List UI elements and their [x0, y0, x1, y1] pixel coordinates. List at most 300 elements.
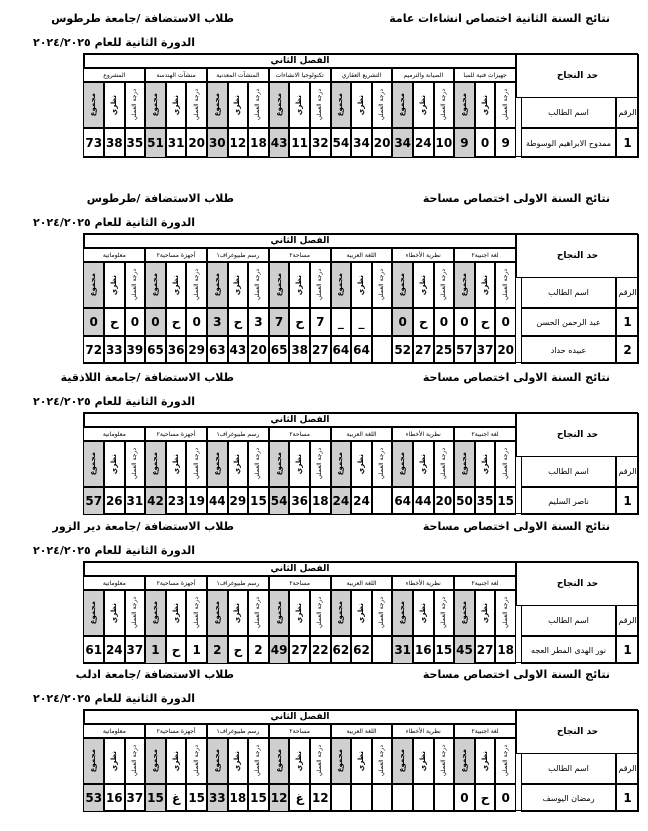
sub-column-header	[351, 441, 372, 487]
grade-cell	[372, 336, 393, 364]
subject-header: رسم طبيوغراف١	[207, 576, 269, 590]
grade-cell: 32	[310, 128, 331, 158]
sub-column-header	[145, 82, 166, 128]
term-header: الفصل الثاني	[84, 54, 516, 68]
grade-cell: 15	[495, 487, 516, 515]
grade-cell: ح	[166, 308, 187, 336]
sub-column-header	[207, 738, 228, 784]
grade-cell: 31	[392, 636, 413, 664]
sub-column-header	[475, 590, 496, 636]
sub-column-header	[351, 738, 372, 784]
sub-column-header	[495, 441, 516, 487]
sub-column-label: مجموع	[459, 93, 468, 117]
grade-cell: 34	[351, 128, 372, 158]
student-name: رمضان اليوسف	[521, 784, 616, 812]
sub-column-label: مجموع	[336, 749, 345, 773]
grade-cell: 16	[104, 784, 125, 812]
sub-column-label: درجة العملي	[439, 597, 447, 629]
sub-column-label: مجموع	[274, 749, 283, 773]
grade-cell	[434, 784, 455, 812]
grade-cell: 2	[248, 636, 269, 664]
grade-cell: ح	[228, 636, 249, 664]
sub-column-header	[454, 82, 475, 128]
grade-cell: 2	[207, 636, 228, 664]
grade-cell: 0	[495, 784, 516, 812]
student-number: 2	[616, 336, 639, 364]
sub-column-label: مجموع	[150, 452, 159, 476]
grade-cell: 63	[207, 336, 228, 364]
grade-cell: 44	[207, 487, 228, 515]
sub-column-label: نظري	[418, 94, 427, 116]
grade-cell: ح	[413, 308, 434, 336]
grade-cell: 0	[125, 308, 146, 336]
grade-cell: 3	[207, 308, 228, 336]
sub-column-header	[125, 590, 146, 636]
sub-column-label: درجة العملي	[378, 745, 386, 777]
grade-cell	[392, 784, 413, 812]
grade-cell: 72	[83, 336, 104, 364]
subject-header: رسم طبيوغراف١	[207, 427, 269, 441]
sub-column-header	[269, 82, 290, 128]
grade-cell: 0	[454, 784, 475, 812]
grade-cell: 61	[83, 636, 104, 664]
grade-cell: 20	[186, 128, 207, 158]
sub-column-header	[392, 441, 413, 487]
grade-cell: 15	[145, 784, 166, 812]
grade-cell: 49	[269, 636, 290, 664]
sub-column-label: درجة العملي	[130, 597, 138, 629]
sub-column-label: نظري	[480, 94, 489, 116]
sub-column-label: درجة العملي	[316, 745, 324, 777]
grade-cell: 0	[83, 308, 104, 336]
grade-cell: ح	[166, 636, 187, 664]
sub-column-label: درجة العملي	[439, 269, 447, 301]
sub-column-label: مجموع	[89, 601, 98, 625]
subject-header: معلوماتية	[83, 576, 145, 590]
sub-column-label: مجموع	[336, 273, 345, 297]
sub-column-header	[83, 590, 104, 636]
grade-cell: 37	[475, 336, 496, 364]
sub-column-label: نظري	[356, 94, 365, 116]
sub-column-label: مجموع	[459, 601, 468, 625]
grade-cell: 57	[454, 336, 475, 364]
host-university: طلاب الاستضافة /طرطوس	[86, 192, 234, 205]
sub-column-label: درجة العملي	[316, 448, 324, 480]
grade-cell: 53	[83, 784, 104, 812]
sub-column-header	[331, 738, 352, 784]
sub-column-header	[83, 82, 104, 128]
sub-column-label: نظري	[171, 602, 180, 624]
sub-column-header	[351, 82, 372, 128]
sub-column-header	[392, 82, 413, 128]
number-header: الرقم	[616, 753, 639, 784]
grade-cell: 44	[413, 487, 434, 515]
grade-cell: 39	[125, 336, 146, 364]
sub-column-label: مجموع	[459, 749, 468, 773]
sub-column-label: مجموع	[459, 452, 468, 476]
sub-column-label: نظري	[480, 274, 489, 296]
sub-column-header	[331, 262, 352, 308]
sub-column-header	[495, 738, 516, 784]
sub-column-header	[289, 738, 310, 784]
name-header: اسم الطالب	[521, 605, 616, 636]
grade-cell: 27	[475, 636, 496, 664]
sub-column-label: درجة العملي	[192, 745, 200, 777]
sub-column-header	[145, 441, 166, 487]
grade-cell: 27	[413, 336, 434, 364]
grade-cell: 20	[372, 128, 393, 158]
host-university: طلاب الاستضافة /جامعة اللاذقية	[60, 371, 234, 384]
sub-column-header	[186, 441, 207, 487]
sub-column-label: درجة العملي	[378, 89, 386, 121]
subject-header: المنشآت المعدنية	[207, 68, 269, 82]
grade-cell: 29	[228, 487, 249, 515]
grade-cell: 43	[228, 336, 249, 364]
sub-column-label: نظري	[418, 453, 427, 475]
grade-cell: ح	[475, 308, 496, 336]
subject-header: لغة اجنبية٢	[454, 724, 516, 738]
subject-header: أجهزة مساحية٢	[145, 724, 207, 738]
sub-column-label: مجموع	[274, 93, 283, 117]
number-header: الرقم	[616, 97, 639, 128]
grade-cell: 18	[495, 636, 516, 664]
grade-cell: 73	[83, 128, 104, 158]
number-header: الرقم	[616, 456, 639, 487]
sub-column-header	[351, 590, 372, 636]
subject-header: اللغة العربية	[331, 576, 393, 590]
sub-column-header	[310, 262, 331, 308]
sub-column-header	[83, 262, 104, 308]
results-table	[83, 53, 638, 157]
grade-cell: 18	[248, 128, 269, 158]
sub-column-header	[351, 262, 372, 308]
grade-cell: _	[331, 308, 352, 336]
grade-cell: 7	[310, 308, 331, 336]
grade-cell: 27	[289, 636, 310, 664]
grade-cell	[372, 487, 393, 515]
grade-cell: 37	[125, 784, 146, 812]
sub-column-label: مجموع	[89, 273, 98, 297]
grade-cell: 34	[392, 128, 413, 158]
sub-column-label: نظري	[480, 750, 489, 772]
sub-column-header	[392, 738, 413, 784]
grade-cell: غ	[289, 784, 310, 812]
block-title: نتائج السنة الاولى اختصاص مساحة	[422, 192, 610, 205]
sub-column-header	[413, 441, 434, 487]
grade-cell: 37	[125, 636, 146, 664]
host-university: طلاب الاستضافة /جامعة دير الزور	[52, 520, 234, 533]
sub-column-header	[475, 738, 496, 784]
sub-column-label: درجة العملي	[501, 745, 509, 777]
sub-column-header	[310, 590, 331, 636]
sub-column-label: مجموع	[274, 601, 283, 625]
sub-column-header	[248, 82, 269, 128]
sub-column-label: نظري	[418, 274, 427, 296]
pass-mark-header: حد النجاح	[516, 562, 639, 606]
grade-cell: 43	[269, 128, 290, 158]
sub-column-header	[392, 590, 413, 636]
subject-header: مساحة٢	[269, 724, 331, 738]
sub-column-header	[434, 590, 455, 636]
name-header: اسم الطالب	[521, 277, 616, 308]
sub-column-label: درجة العملي	[378, 448, 386, 480]
sub-column-label: نظري	[109, 602, 118, 624]
sub-column-header	[166, 262, 187, 308]
grade-cell	[351, 784, 372, 812]
session-label: الدورة الثانية للعام ٢٠٢٤/٢٠٢٥	[33, 395, 195, 408]
sub-column-label: مجموع	[398, 273, 407, 297]
subject-header: أجهزة مساحية٢	[145, 427, 207, 441]
grade-cell: 31	[166, 128, 187, 158]
grade-cell: 0	[186, 308, 207, 336]
sub-column-header	[104, 738, 125, 784]
sub-column-label: نظري	[109, 453, 118, 475]
sub-column-header	[166, 441, 187, 487]
grade-cell: 64	[392, 487, 413, 515]
grade-cell: 27	[310, 336, 331, 364]
subject-header: المشروع	[83, 68, 145, 82]
grade-cell: 33	[207, 784, 228, 812]
grade-cell: 64	[331, 336, 352, 364]
grade-cell: غ	[166, 784, 187, 812]
subject-header: الصيانة والترميم	[392, 68, 454, 82]
grade-cell: 0	[495, 308, 516, 336]
grade-cell: 20	[248, 336, 269, 364]
grade-cell: 33	[104, 336, 125, 364]
subject-header: معلوماتية	[83, 427, 145, 441]
sub-column-header	[186, 82, 207, 128]
sub-column-label: نظري	[171, 94, 180, 116]
sub-column-header	[372, 590, 393, 636]
sub-column-label: مجموع	[212, 273, 221, 297]
grade-cell: 15	[186, 784, 207, 812]
sub-column-header	[392, 262, 413, 308]
grade-cell: 38	[104, 128, 125, 158]
pass-mark-header: حد النجاح	[516, 413, 639, 457]
sub-column-header	[145, 738, 166, 784]
grade-cell: 38	[289, 336, 310, 364]
subject-header: مساحة٢	[269, 248, 331, 262]
student-name: عبيده حداد	[521, 336, 616, 364]
grade-cell: ح	[289, 308, 310, 336]
grade-cell: 45	[454, 636, 475, 664]
subject-header: لغة اجنبية٢	[454, 576, 516, 590]
sub-column-header	[475, 441, 496, 487]
sub-column-label: مجموع	[398, 601, 407, 625]
student-number: 1	[616, 128, 639, 158]
grade-cell: 12	[228, 128, 249, 158]
sub-column-header	[310, 738, 331, 784]
grade-cell: 3	[248, 308, 269, 336]
subject-header: أجهزة مساحية٢	[145, 576, 207, 590]
sub-column-label: درجة العملي	[501, 269, 509, 301]
sub-column-label: درجة العملي	[378, 269, 386, 301]
grade-cell: 15	[248, 784, 269, 812]
results-table	[83, 412, 638, 514]
sub-column-label: نظري	[109, 94, 118, 116]
block-title: نتائج السنة الثانية اختصاص انشاءات عامة	[389, 12, 610, 25]
grade-cell	[331, 784, 352, 812]
sub-column-label: درجة العملي	[501, 448, 509, 480]
grade-cell: 18	[228, 784, 249, 812]
sub-column-label: نظري	[171, 750, 180, 772]
sub-column-label: درجة العملي	[254, 448, 262, 480]
results-table	[83, 233, 638, 363]
grade-cell: 54	[269, 487, 290, 515]
sub-column-header	[289, 441, 310, 487]
grade-cell: 52	[392, 336, 413, 364]
grade-cell: 36	[166, 336, 187, 364]
sub-column-header	[372, 262, 393, 308]
sub-column-header	[495, 82, 516, 128]
name-header: اسم الطالب	[521, 97, 616, 128]
student-name: ممدوح الابراهيم الوسوطة	[521, 128, 616, 158]
grade-cell: 9	[495, 128, 516, 158]
sub-column-label: مجموع	[336, 601, 345, 625]
subject-header: تكنولوجيا الانشاءات	[269, 68, 331, 82]
sub-column-header	[186, 590, 207, 636]
subject-header: رسم طبيوغراف١	[207, 248, 269, 262]
student-number: 1	[616, 487, 639, 515]
grade-cell: 50	[454, 487, 475, 515]
sub-column-header	[372, 441, 393, 487]
subject-header: اللغة العربية	[331, 248, 393, 262]
sub-column-header	[289, 590, 310, 636]
host-university: طلاب الاستضافة /جامعة طرطوس	[51, 12, 234, 25]
sub-column-label: مجموع	[212, 749, 221, 773]
grade-cell	[413, 784, 434, 812]
sub-column-label: نظري	[109, 274, 118, 296]
grade-cell: 24	[351, 487, 372, 515]
grade-cell: ح	[228, 308, 249, 336]
subject-header: التشريع العقاري	[331, 68, 393, 82]
sub-column-label: مجموع	[398, 452, 407, 476]
grade-cell	[372, 636, 393, 664]
grade-cell: 30	[207, 128, 228, 158]
subject-header: معلوماتية	[83, 724, 145, 738]
sub-column-label: مجموع	[336, 93, 345, 117]
sub-column-header	[475, 82, 496, 128]
grade-cell: 22	[310, 636, 331, 664]
session-label: الدورة الثانية للعام ٢٠٢٤/٢٠٢٥	[33, 36, 195, 49]
sub-column-label: مجموع	[274, 273, 283, 297]
sub-column-header	[269, 262, 290, 308]
subject-header: نظرية الأخطاء	[392, 427, 454, 441]
sub-column-label: درجة العملي	[130, 448, 138, 480]
grade-cell: 20	[434, 487, 455, 515]
sub-column-header	[372, 82, 393, 128]
sub-column-header	[454, 441, 475, 487]
sub-column-header	[83, 738, 104, 784]
block-title: نتائج السنة الاولى اختصاص مساحة	[422, 371, 610, 384]
sub-column-header	[331, 82, 352, 128]
sub-column-header	[434, 738, 455, 784]
sub-column-header	[454, 262, 475, 308]
sub-column-label: نظري	[233, 453, 242, 475]
grade-cell: 65	[269, 336, 290, 364]
grade-cell: 7	[269, 308, 290, 336]
sub-column-label: درجة العملي	[192, 448, 200, 480]
sub-column-label: مجموع	[212, 452, 221, 476]
results-table	[83, 561, 638, 663]
sub-column-header	[166, 590, 187, 636]
sub-column-header	[145, 590, 166, 636]
grade-cell: 1	[186, 636, 207, 664]
grade-cell: 26	[104, 487, 125, 515]
name-header: اسم الطالب	[521, 753, 616, 784]
sub-column-header	[413, 262, 434, 308]
sub-column-label: درجة العملي	[192, 89, 200, 121]
grade-cell: 0	[145, 308, 166, 336]
sub-column-header	[413, 82, 434, 128]
pass-mark-header: حد النجاح	[516, 234, 639, 278]
sub-column-label: مجموع	[459, 273, 468, 297]
grade-cell: 15	[248, 487, 269, 515]
sub-column-label: مجموع	[398, 93, 407, 117]
sub-column-header	[228, 441, 249, 487]
subject-header: لغة اجنبية٢	[454, 427, 516, 441]
sub-column-label: نظري	[233, 602, 242, 624]
sub-column-header	[310, 441, 331, 487]
sub-column-header	[166, 738, 187, 784]
sub-column-header	[145, 262, 166, 308]
subject-header: رسم طبيوغراف١	[207, 724, 269, 738]
subject-header: جهيزات فنية للمبا	[454, 68, 516, 82]
sub-column-header	[372, 738, 393, 784]
sub-column-header	[331, 590, 352, 636]
term-header: الفصل الثاني	[84, 413, 516, 427]
sub-column-header	[125, 262, 146, 308]
sub-column-label: نظري	[418, 750, 427, 772]
sub-column-header	[228, 82, 249, 128]
grade-cell: 15	[434, 636, 455, 664]
sub-column-label: مجموع	[89, 93, 98, 117]
subject-header: اللغة العربية	[331, 427, 393, 441]
subject-header: اللغة العربية	[331, 724, 393, 738]
sub-column-header	[248, 738, 269, 784]
sub-column-label: نظري	[233, 94, 242, 116]
sub-column-header	[495, 262, 516, 308]
grade-cell	[372, 784, 393, 812]
grade-cell: 0	[454, 308, 475, 336]
grade-cell: 12	[310, 784, 331, 812]
grade-cell: 0	[475, 128, 496, 158]
sub-column-header	[83, 441, 104, 487]
sub-column-label: درجة العملي	[501, 597, 509, 629]
sub-column-label: نظري	[295, 750, 304, 772]
sub-column-label: درجة العملي	[378, 597, 386, 629]
session-label: الدورة الثانية للعام ٢٠٢٤/٢٠٢٥	[33, 692, 195, 705]
subject-header: نظرية الأخطاء	[392, 248, 454, 262]
sub-column-header	[228, 262, 249, 308]
sub-column-label: نظري	[356, 453, 365, 475]
sub-column-label: نظري	[171, 274, 180, 296]
sub-column-header	[331, 441, 352, 487]
sub-column-header	[125, 738, 146, 784]
grade-cell: 35	[475, 487, 496, 515]
grade-cell: 10	[434, 128, 455, 158]
student-name: ناصر السليم	[521, 487, 616, 515]
sub-column-header	[125, 441, 146, 487]
sub-column-header	[207, 82, 228, 128]
term-header: الفصل الثاني	[84, 710, 516, 724]
sub-column-header	[186, 262, 207, 308]
sub-column-label: نظري	[233, 274, 242, 296]
sub-column-label: درجة العملي	[192, 269, 200, 301]
sub-column-header	[289, 262, 310, 308]
sub-column-header	[207, 590, 228, 636]
sub-column-header	[207, 441, 228, 487]
